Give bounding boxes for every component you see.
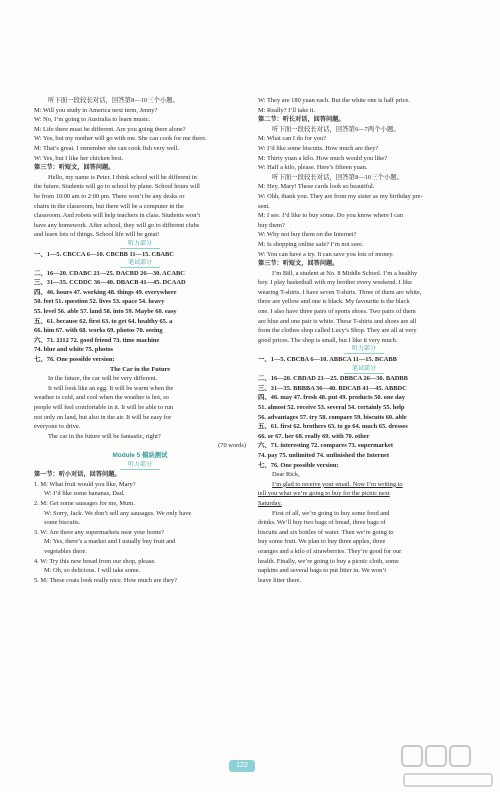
right-line: Saturday. (258, 499, 282, 507)
left-line: In the future, the car will be very different. (48, 375, 158, 383)
right-line: 七、76. One possible version: (258, 461, 339, 469)
right-line: 二、16—20. CBDAD 21—25. DBBCA 26—30. BADBB (258, 375, 408, 383)
left-line: 听下面一段较长对话，回答第8—10三个小题。 (48, 97, 180, 104)
right-line: W: Why not buy them on the Internet? (258, 231, 357, 239)
left-line: W: I’d like some bananas, Dad. (44, 490, 125, 498)
right-line: M: Hey, Mary! These cards look so beautiful. (258, 183, 375, 191)
right-line: 第二节：听长对话，回答问题。 (258, 116, 345, 124)
right-line: 三、31—35. BBBBA 36—40. BDCAB 41—45. ABBDC (258, 384, 407, 392)
left-line: W: Sorry, Jack. We don’t sell any sausages. We only have (44, 509, 192, 517)
left-line: 一、1—5. CBCCA 6—10. CBCBB 11—15. CBABC (34, 250, 174, 258)
right-line: 听下面一段较长对话，回答第6—7两个小题。 (272, 125, 400, 133)
left-line: M: Oh, so delicious. I will take some. (44, 567, 141, 575)
left-line: Module 5 模块测试 (112, 451, 168, 459)
right-line: 六、71. interesting 72. compares 73. supermarket (258, 442, 394, 450)
left-line: everyone to drive. (34, 423, 81, 431)
right-line: First of all, we’re going to buy some food and (272, 509, 390, 517)
page-number: 122 (229, 760, 255, 772)
right-line: W: Half a kilo, please. Here’s fifteen yuan. (258, 164, 368, 172)
left-line: 三、31—35. CCDDC 36—40. DBACB 41—45. DCAAD (34, 279, 186, 287)
right-line: buy some fruit. We plan to buy three apples, three (258, 538, 386, 546)
left-line: The car in the future will be fantastic, right? (48, 432, 161, 440)
left-line (34, 259, 246, 269)
left-column (34, 96, 246, 585)
left-line: classroom. And robots will help teachers in class. Students won’t (34, 212, 201, 220)
section-tag: 听力部分 (344, 345, 384, 354)
right-line: M: I see. I’d like to buy some. Do you know where I can (258, 212, 403, 220)
right-line: oranges and a kilo of strawberries. They’re good for our (258, 547, 402, 555)
left-line: 66. him 67. with 68. works 69. photos 70. seeing (34, 327, 163, 335)
right-line: 一、1—5. CBCBA 6—10. ABBCA 11—15. BCABB (258, 356, 397, 364)
left-line: 3. W: Are there any supermarkets near your home? (34, 528, 165, 536)
left-line: It will look like an egg. It will be warm when the (48, 384, 174, 392)
section-tag: 笔试部分 (344, 365, 384, 374)
left-line: 第三节：听短文，回答问题。 (34, 164, 115, 172)
right-line: W: You can have a try. It can save you lots of money. (258, 250, 394, 258)
left-line: 五、61. because 62. first 63. to get 64. healthy 65. a (34, 317, 173, 325)
right-line: buy them? (258, 221, 285, 229)
left-line: 50. feet 51. question 52. lives 53. space 54. heavy (34, 298, 165, 306)
right-line: W: Ohh, thank you. They are from my sister as my birthday pre- (258, 192, 423, 200)
right-line: health. Finally, we’re going to buy a picnic cloth, some (258, 557, 399, 565)
right-line: W: They are 180 yuan each. But the white one is half price. (258, 97, 410, 104)
right-line: tell you what we’re going to buy for the picnic next (258, 490, 390, 498)
right-line: W: I’d like some biscuits. How much are they? (258, 144, 379, 152)
right-column (258, 96, 470, 585)
left-line: 4. W: Try this new bread from our shop, please. (34, 557, 156, 565)
left-line: Hello, my name is Peter. I think school will be different in (48, 173, 197, 181)
left-line (34, 461, 246, 471)
left-line: 74. blue and white 75. photos (34, 346, 114, 354)
left-line: (70 words) (218, 442, 246, 450)
right-line (258, 345, 470, 355)
left-line: 六、71. 2112 72. good friend 73. time machine (34, 336, 160, 344)
left-line: M: Life there must be different. Are you going there alone? (34, 125, 186, 133)
right-line: M: Is shopping online safe? I’m not sure. (258, 240, 364, 248)
right-line: 听下面一段较长对话，回答第8—10三个小题。 (272, 173, 404, 181)
left-line: have any homework. After school, they will go to different clubs (34, 221, 200, 229)
right-line: one. I also have three pairs of sports shoes. Two pairs of them (258, 308, 416, 316)
left-line: some biscuits. (44, 519, 81, 527)
right-line: M: Thirty yuan a kilo. How much would you like? (258, 154, 388, 162)
right-line: good prices. The shop is small, but I like it very much. (258, 336, 398, 344)
left-line: and learn lots of things. School life will be great! (34, 231, 160, 239)
right-line: 第三节：听短文，回答问题。 (258, 260, 339, 268)
left-line: W: No, I’m going to Australia to learn music. (34, 116, 151, 124)
right-line: Dear Rick, (272, 471, 300, 479)
left-line: vegetables there. (44, 547, 87, 555)
right-line: from the clothes shop called Lucy’s Shop. They are all at very (258, 327, 417, 335)
right-line: wearing T-shirts. I have seven T-shirts. Three of them are white, (258, 288, 422, 296)
left-line: 1. M: What fruit would you like, Mary? (34, 480, 136, 488)
section-tag: 笔试部分 (120, 259, 160, 268)
left-line: chairs in the classroom, but there will be a computer in the (34, 202, 184, 210)
section-tag: 听力部分 (120, 461, 160, 470)
left-line: W: Yes, but my mother will go with me. She can cook for me there. (34, 135, 207, 143)
right-line: I’m glad to receive your email. Now I’m writing to (272, 480, 403, 488)
right-line: 56. advantages 57. try 58. compare 59. biscuits 60. able (258, 413, 407, 421)
left-line: 四、46. hours 47. working 48. things 49. everywhere (34, 288, 177, 296)
left-line: 2. M: Get some sausages for me, Mum. (34, 499, 135, 507)
right-line: M: Really? I’ll take it. (258, 106, 315, 114)
right-line: 五、61. first 62. brothers 63. to go 64. much 65. dresses (258, 423, 408, 431)
right-line: biscuits and six bottles of water. Then we’re going to (258, 528, 394, 536)
left-line: M: Yes, there’s a market and I usually buy fruit and (44, 538, 176, 546)
section-tag: 听力部分 (120, 240, 160, 249)
right-line: three are yellow and one is black. My favourite is the black (258, 298, 410, 306)
right-line: 66. or 67. her 68. really 69. with 70. other (258, 432, 370, 440)
right-line: sent. (258, 202, 270, 210)
right-line: boy. I play basketball with my brother every weekend. I like (258, 279, 412, 287)
right-line: napkins and several bags to put litter in. We won’t (258, 567, 387, 575)
left-line: be from 10:00 am to 2:00 pm. There won’t be any desks or (34, 192, 185, 200)
left-line: 第一节：听小对话，回答问题。 (34, 471, 121, 479)
left-line: weather is cold, and cool when the weather is hot, so (34, 394, 169, 402)
left-line: W: Yes, but I like her chicken best. (34, 154, 124, 162)
left-line: M: That’s great. I remember she can cook fish very well. (34, 144, 180, 152)
right-line (258, 365, 470, 375)
left-line (34, 240, 246, 250)
right-line: are blue and one pair is white. These T-shirts and shoes are all (258, 317, 417, 325)
left-line: The Car in the Future (109, 365, 171, 373)
left-line: 七、76. One possible version: (34, 356, 115, 364)
left-line: M: Will you study in America next term, Jenny? (34, 106, 158, 114)
left-line: the future. Students will go to school by plane. School hours will (34, 183, 200, 191)
right-line: 74. pay 75. unlimited 74. unfinished the Internet (258, 451, 390, 459)
right-line: 四、46. may 47. fresh 48. put 49. products 50. one day (258, 394, 405, 402)
left-line: 5. M: These coats look really nice. How much are they? (34, 576, 177, 584)
right-line: I’m Bill, a student at No. 8 Middle School. I’m a healthy (272, 269, 418, 277)
watermark-logo (400, 742, 496, 790)
left-line: not only on land, but also in the air. It will be easy for (34, 413, 172, 421)
right-line: M: What can I do for you? (258, 135, 327, 143)
right-line: 51. almost 52. receive 53. several 54. certainly 55. help (258, 404, 405, 411)
left-line: people will feel comfortable in it. It will be able to run (34, 404, 174, 411)
right-line: drinks. We’ll buy two bags of bread, three bags of (258, 519, 386, 527)
left-line: 55. level 56. able 57. land 58. into 59. Maybe 60. easy (34, 308, 177, 316)
right-line: leave litter there. (258, 576, 302, 584)
left-line: 二、16—20. CDABC 21—25. DACBD 26—30. ACABC (34, 269, 185, 277)
